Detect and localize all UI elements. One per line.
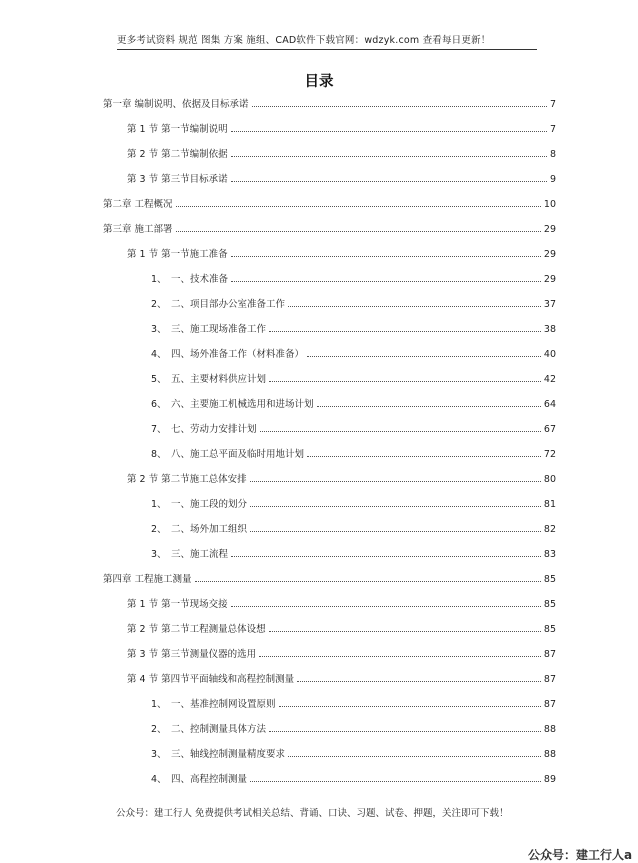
toc-entry-label: 第 2 节 第二节施工总体安排 xyxy=(127,474,247,485)
toc-entry-page-number: 7 xyxy=(549,124,556,135)
toc-entry[interactable] xyxy=(127,471,556,485)
toc-entry-page-number: 29 xyxy=(543,224,556,235)
toc-entry-page-number: 80 xyxy=(543,474,556,485)
toc-entry-label: 第 1 节 第一节编制说明 xyxy=(127,124,228,135)
toc-entry-number: 7、 xyxy=(151,424,167,435)
toc-entry-label: 第 1 节 第一节现场交接 xyxy=(127,599,228,610)
toc-entry-label: 一、施工段的划分 xyxy=(171,499,248,510)
toc-entry[interactable] xyxy=(127,121,556,135)
toc-entry-label: 七、劳动力安排计划 xyxy=(171,424,257,435)
toc-entry[interactable] xyxy=(151,496,556,510)
toc-entry-page-number: 82 xyxy=(543,524,556,535)
toc-entry-page-number: 85 xyxy=(543,624,556,635)
toc-entry[interactable] xyxy=(127,171,556,185)
toc-leader-dots xyxy=(259,656,541,657)
toc-leader-dots xyxy=(288,306,541,307)
toc-entry-page-number: 10 xyxy=(543,199,556,210)
toc-entry[interactable] xyxy=(151,446,556,460)
toc-entry-page-number: 87 xyxy=(543,649,556,660)
toc-leader-dots xyxy=(317,406,541,407)
toc-entry[interactable] xyxy=(103,96,556,110)
toc-entry-label: 第 2 节 第二节编制依据 xyxy=(127,149,228,160)
toc-entry-page-number: 88 xyxy=(543,749,556,760)
toc-entry-page-number: 85 xyxy=(543,574,556,585)
toc-entry-label: 第四章 工程施工测量 xyxy=(103,574,192,585)
toc-entry[interactable] xyxy=(127,671,556,685)
toc-leader-dots xyxy=(176,231,541,232)
toc-entry-number: 3、 xyxy=(151,549,167,560)
toc-entry-label: 一、技术准备 xyxy=(171,274,229,285)
toc-leader-dots xyxy=(269,331,541,332)
toc-entry-label: 三、施工流程 xyxy=(171,549,229,560)
toc-entry-label: 第二章 工程概况 xyxy=(103,199,173,210)
toc-leader-dots xyxy=(231,256,541,257)
toc-leader-dots xyxy=(252,106,547,107)
toc-entry-label: 第三章 施工部署 xyxy=(103,224,173,235)
toc-entry[interactable] xyxy=(103,571,556,585)
toc-entry-page-number: 87 xyxy=(543,699,556,710)
toc-entry-number: 2、 xyxy=(151,724,167,735)
toc-entry-page-number: 81 xyxy=(543,499,556,510)
toc-leader-dots xyxy=(279,706,541,707)
toc-leader-dots xyxy=(231,181,547,182)
toc-entry[interactable] xyxy=(151,396,556,410)
toc-entry-number: 2、 xyxy=(151,524,167,535)
toc-entry-number: 1、 xyxy=(151,274,167,285)
page-footer: 公众号：建工行人 免费提供考试相关总结、背诵、口诀、习题、试卷、押题，关注即可下载！ xyxy=(116,808,509,819)
toc-leader-dots xyxy=(269,631,541,632)
toc-entry-label: 八、施工总平面及临时用地计划 xyxy=(171,449,305,460)
toc-leader-dots xyxy=(195,581,541,582)
toc-entry-label: 二、项目部办公室准备工作 xyxy=(171,299,286,310)
toc-entry-label: 六、主要施工机械选用和进场计划 xyxy=(171,399,314,410)
toc-leader-dots xyxy=(231,606,541,607)
toc-leader-dots xyxy=(250,781,541,782)
toc-entry-number: 8、 xyxy=(151,449,167,460)
toc-entry[interactable] xyxy=(151,271,556,285)
toc-entry-number: 4、 xyxy=(151,349,167,360)
toc-entry-number: 2、 xyxy=(151,299,167,310)
toc-leader-dots xyxy=(231,556,541,557)
toc-entry-page-number: 40 xyxy=(543,349,556,360)
toc-entry-page-number: 9 xyxy=(549,174,556,185)
toc-entry-label: 第 3 节 第三节目标承诺 xyxy=(127,174,228,185)
toc-leader-dots xyxy=(250,531,541,532)
toc-entry-page-number: 29 xyxy=(543,249,556,260)
toc-entry-number: 3、 xyxy=(151,324,167,335)
toc-entry[interactable] xyxy=(151,721,556,735)
toc-entry-page-number: 88 xyxy=(543,724,556,735)
toc-leader-dots xyxy=(231,281,541,282)
toc-entry-label: 三、轴线控制测量精度要求 xyxy=(171,749,286,760)
toc-entry-number: 4、 xyxy=(151,774,167,785)
toc-entry-number: 3、 xyxy=(151,749,167,760)
toc-entry-page-number: 7 xyxy=(549,99,556,110)
toc-entry-number: 6、 xyxy=(151,399,167,410)
toc-entry-page-number: 85 xyxy=(543,599,556,610)
toc-leader-dots xyxy=(269,731,541,732)
toc-entry-label: 二、控制测量具体方法 xyxy=(171,724,267,735)
toc-leader-dots xyxy=(307,356,541,357)
toc-leader-dots xyxy=(250,506,541,507)
toc-entry-number: 1、 xyxy=(151,499,167,510)
toc-entry[interactable] xyxy=(127,621,556,635)
toc-entry[interactable] xyxy=(151,346,556,360)
toc-entry[interactable] xyxy=(151,521,556,535)
toc-entry[interactable] xyxy=(151,771,556,785)
toc-entry[interactable] xyxy=(103,221,556,235)
page-title: 目录 xyxy=(304,74,334,90)
toc-leader-dots xyxy=(176,206,541,207)
toc-leader-dots xyxy=(231,156,547,157)
toc-entry-label: 三、施工现场准备工作 xyxy=(171,324,267,335)
toc-entry-page-number: 89 xyxy=(543,774,556,785)
toc-entry-page-number: 64 xyxy=(543,399,556,410)
toc-entry-label: 五、主要材料供应计划 xyxy=(171,374,267,385)
toc-entry-label: 四、高程控制测量 xyxy=(171,774,248,785)
toc-entry-label: 第 1 节 第一节施工准备 xyxy=(127,249,228,260)
toc-entry[interactable] xyxy=(127,596,556,610)
toc-entry[interactable] xyxy=(151,371,556,385)
toc-entry-page-number: 38 xyxy=(543,324,556,335)
toc-entry-page-number: 67 xyxy=(543,424,556,435)
toc-entry-label: 四、场外准备工作（材料准备） xyxy=(171,349,305,360)
toc-entry[interactable] xyxy=(151,421,556,435)
toc-leader-dots xyxy=(307,456,541,457)
toc-entry[interactable] xyxy=(151,321,556,335)
toc-entry-label: 第一章 编制说明、依据及目标承诺 xyxy=(103,99,249,110)
toc-entry-page-number: 87 xyxy=(543,674,556,685)
toc-entry[interactable] xyxy=(151,296,556,310)
toc-entry-number: 1、 xyxy=(151,699,167,710)
toc-entry-label: 第 2 节 第二节工程测量总体设想 xyxy=(127,624,266,635)
toc-entry-page-number: 37 xyxy=(543,299,556,310)
toc-entry-label: 第 4 节 第四节平面轴线和高程控制测量 xyxy=(127,674,295,685)
toc-entry[interactable] xyxy=(103,196,556,210)
toc-entry[interactable] xyxy=(127,146,556,160)
toc-entry-page-number: 42 xyxy=(543,374,556,385)
toc-entry[interactable] xyxy=(151,746,556,760)
toc-entry[interactable] xyxy=(127,246,556,260)
toc-entry-page-number: 8 xyxy=(549,149,556,160)
toc-leader-dots xyxy=(269,381,541,382)
toc-entry-page-number: 83 xyxy=(543,549,556,560)
toc-entry[interactable] xyxy=(151,696,556,710)
toc-entry[interactable] xyxy=(151,546,556,560)
toc-leader-dots xyxy=(297,681,541,682)
watermark-text: 公众号：建工行人a xyxy=(528,848,633,862)
toc-leader-dots xyxy=(260,431,541,432)
toc-leader-dots xyxy=(250,481,541,482)
toc-entry-label: 一、基准控制网设置原则 xyxy=(171,699,276,710)
toc-entry-number: 5、 xyxy=(151,374,167,385)
toc-entry-page-number: 72 xyxy=(543,449,556,460)
page-header: 更多考试资料 规范 图集 方案 施组、CAD软件下载官网：wdzyk.com 查看每日更新！ xyxy=(117,32,537,50)
toc-entry-label: 二、场外加工组织 xyxy=(171,524,248,535)
toc-leader-dots xyxy=(288,756,541,757)
toc-leader-dots xyxy=(231,131,547,132)
toc-entry-page-number: 29 xyxy=(543,274,556,285)
toc-entry[interactable] xyxy=(127,646,556,660)
toc-entry-label: 第 3 节 第三节测量仪器的选用 xyxy=(127,649,257,660)
